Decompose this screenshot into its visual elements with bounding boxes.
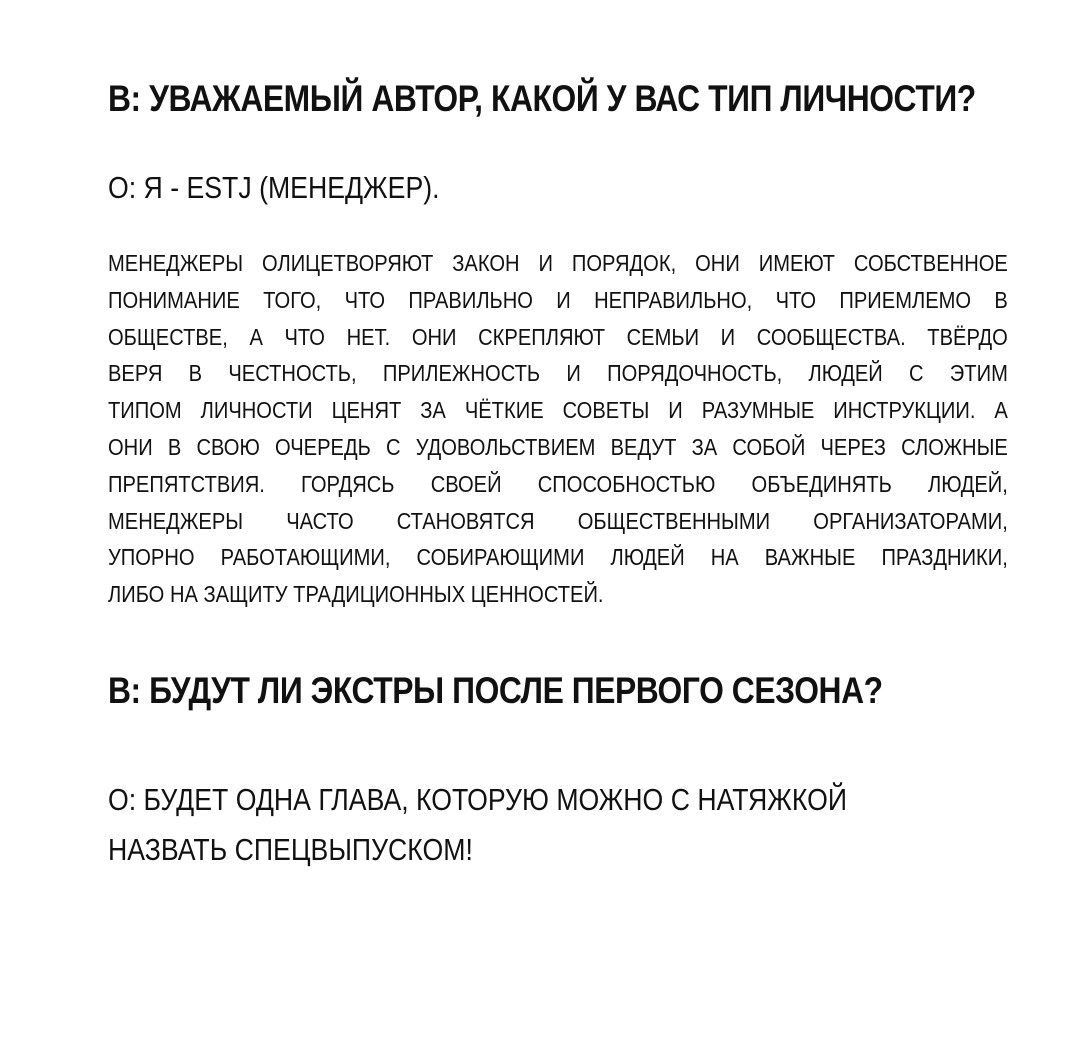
answer-personality-type: О: Я - ESTJ (МЕНЕДЖЕР). xyxy=(108,170,440,205)
description-line: МЕНЕДЖЕРЫ ОЛИЦЕТВОРЯЮТ ЗАКОН И ПОРЯДОК, ОНИ ИМЕЮТ СОБСТВЕННОЕ xyxy=(108,250,1008,276)
description-line: ОБЩЕСТВЕ, А ЧТО НЕТ. ОНИ СКРЕПЛЯЮТ СЕМЬИ И СООБЩЕСТВА. ТВЁРДО xyxy=(108,323,1008,350)
description-line: ЛИБО НА ЗАЩИТУ ТРАДИЦИОННЫХ ЦЕННОСТЕЙ. xyxy=(108,581,604,608)
answer-extras xyxy=(108,775,967,875)
description-line: ПОНИМАНИЕ ТОГО, ЧТО ПРАВИЛЬНО И НЕПРАВИЛЬНО, ЧТО ПРИЕМЛЕМО В xyxy=(108,286,1008,313)
answer-line: НАЗВАТЬ СПЕЦВЫПУСКОМ! xyxy=(108,832,473,867)
question-extras: В: БУДУТ ЛИ ЭКСТРЫ ПОСЛЕ ПЕРВОГО СЕЗОНА? xyxy=(108,670,883,711)
description-line: ТИПОМ ЛИЧНОСТИ ЦЕНЯТ ЗА ЧЁТКИЕ СОВЕТЫ И РАЗУМНЫЕ ИНСТРУКЦИИ. А xyxy=(108,397,1008,424)
answer-line: О: БУДЕТ ОДНА ГЛАВА, КОТОРУЮ МОЖНО С НАТЯЖКОЙ xyxy=(108,782,848,817)
description-line: МЕНЕДЖЕРЫ ЧАСТО СТАНОВЯТСЯ ОБЩЕСТВЕННЫМИ ОРГАНИЗАТОРАМИ, xyxy=(108,507,1008,534)
personality-description xyxy=(108,245,1008,613)
description-line: ОНИ В СВОЮ ОЧЕРЕДЬ С УДОВОЛЬСТВИЕМ ВЕДУТ ЗА СОБОЙ ЧЕРЕЗ СЛОЖНЫЕ xyxy=(108,433,1008,460)
description-line: УПОРНО РАБОТАЮЩИМИ, СОБИРАЮЩИМИ ЛЮДЕЙ НА ВАЖНЫЕ ПРАЗДНИКИ, xyxy=(108,544,1008,571)
description-line: ВЕРЯ В ЧЕСТНОСТЬ, ПРИЛЕЖНОСТЬ И ПОРЯДОЧНОСТЬ, ЛЮДЕЙ С ЭТИМ xyxy=(108,360,1008,387)
question-personality-type: В: УВАЖАЕМЫЙ АВТОР, КАКОЙ У ВАС ТИП ЛИЧНОСТИ? xyxy=(108,78,976,119)
description-line: ПРЕПЯТСТВИЯ. ГОРДЯСЬ СВОЕЙ СПОСОБНОСТЬЮ ОБЪЕДИНЯТЬ ЛЮДЕЙ, xyxy=(108,470,1008,497)
